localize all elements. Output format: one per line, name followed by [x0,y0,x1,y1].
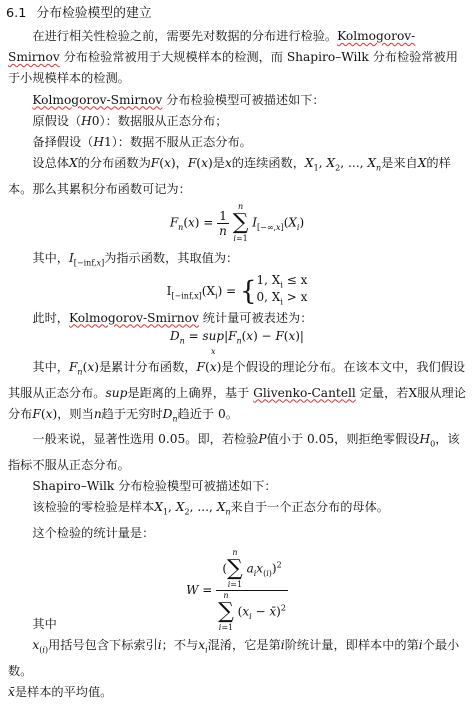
equation-empirical-cdf: $F_n(x)$ = $\frac{1}{n}$ n ∑ i=1 $I_{[-\infty,x]}(X_i)$ [169,202,305,244]
sw-where: 其中 [32,617,57,632]
sw-intro: Shapiro–Wilk 分布检验模型可被描述如下： [32,479,277,494]
ks-stat-intro: 此时，Kolmogorov-Smirnov 统计量可被表述为： [32,310,313,325]
ks-where-explanation: 其中，$F_n(x)$是累计分布函数，F(x)是个假设的理论分布。在该本文中，我们假设其服从正态分布。sup是距离的上确界，基于 Glivenko-Cantell 定量，若X服从理论分布F(x)，则当n趋于无穷时$D_n$趋近于 0。 [8,359,466,424]
ks-where-indicator: 其中，$I_{[-inf,x]}$为指示函数，其取值为： [32,251,239,268]
intro-paragraph: 在进行相关性检验之前，需要先对数据的分布进行检验。Kolmogorov-Smirnov 分布检验常被用于大规模样本的检测，而 Shapiro–Wilk 分布检验常被用于小规模样本的检测。 [8,29,458,86]
sw-stat-intro: 这个检验的统计量是： [32,526,155,541]
sw-x-i: $x_{(i)}$用括号包含下标索引i；不与$x_i$混淆，它是第i阶统计量，即样本中的第i个最小数。 [8,638,460,679]
equation-ks-statistic: $D_n$ = sup $x|F_n(x) - F(x)|$ [170,328,304,356]
section-title: 分布检验模型的建立 [36,6,152,21]
sw-null: 该检验的零检验是样本$X_1$, $X_2$, ..., $X_n$来自于一个正态分布的母体。 [32,500,389,517]
ks-population: 设总体X的分布函数为F(x)，F(x)是x的连续函数，$X_1$, $X_2$, ..., $X_n$是来自X的样本。那么其累积分布函数可记为： [8,156,451,196]
sw-mean: x̄是样本的平均值。 [8,685,113,700]
ks-intro: Kolmogorov-Smirnov 分布检验模型可被描述如下： [32,92,325,107]
equation-sw-statistic: W = ( n ∑ i=1 $a_ix_{(i)})^2$ n ∑ i=1 ($x_i$ − x̄)$^2$ [186,548,286,633]
ks-h1: 备择假设（H1）：数据不服从正态分布。 [32,135,252,150]
section-number: 6.1 [6,6,27,21]
equation-indicator: $I_{[-inf,x]}(X_i) = \{1$, $X_i \le x$ 0, $X_i > x$ [166,272,308,307]
ks-significance: 一般来说，显著性选用 0.05。即，若检验P值小于 0.05，则拒绝零假设$H_0$，该指标不服从正态分布。 [8,432,460,473]
ks-h0: 原假设（H0）：数据服从正态分布； [32,113,228,128]
section-heading [6,4,466,24]
